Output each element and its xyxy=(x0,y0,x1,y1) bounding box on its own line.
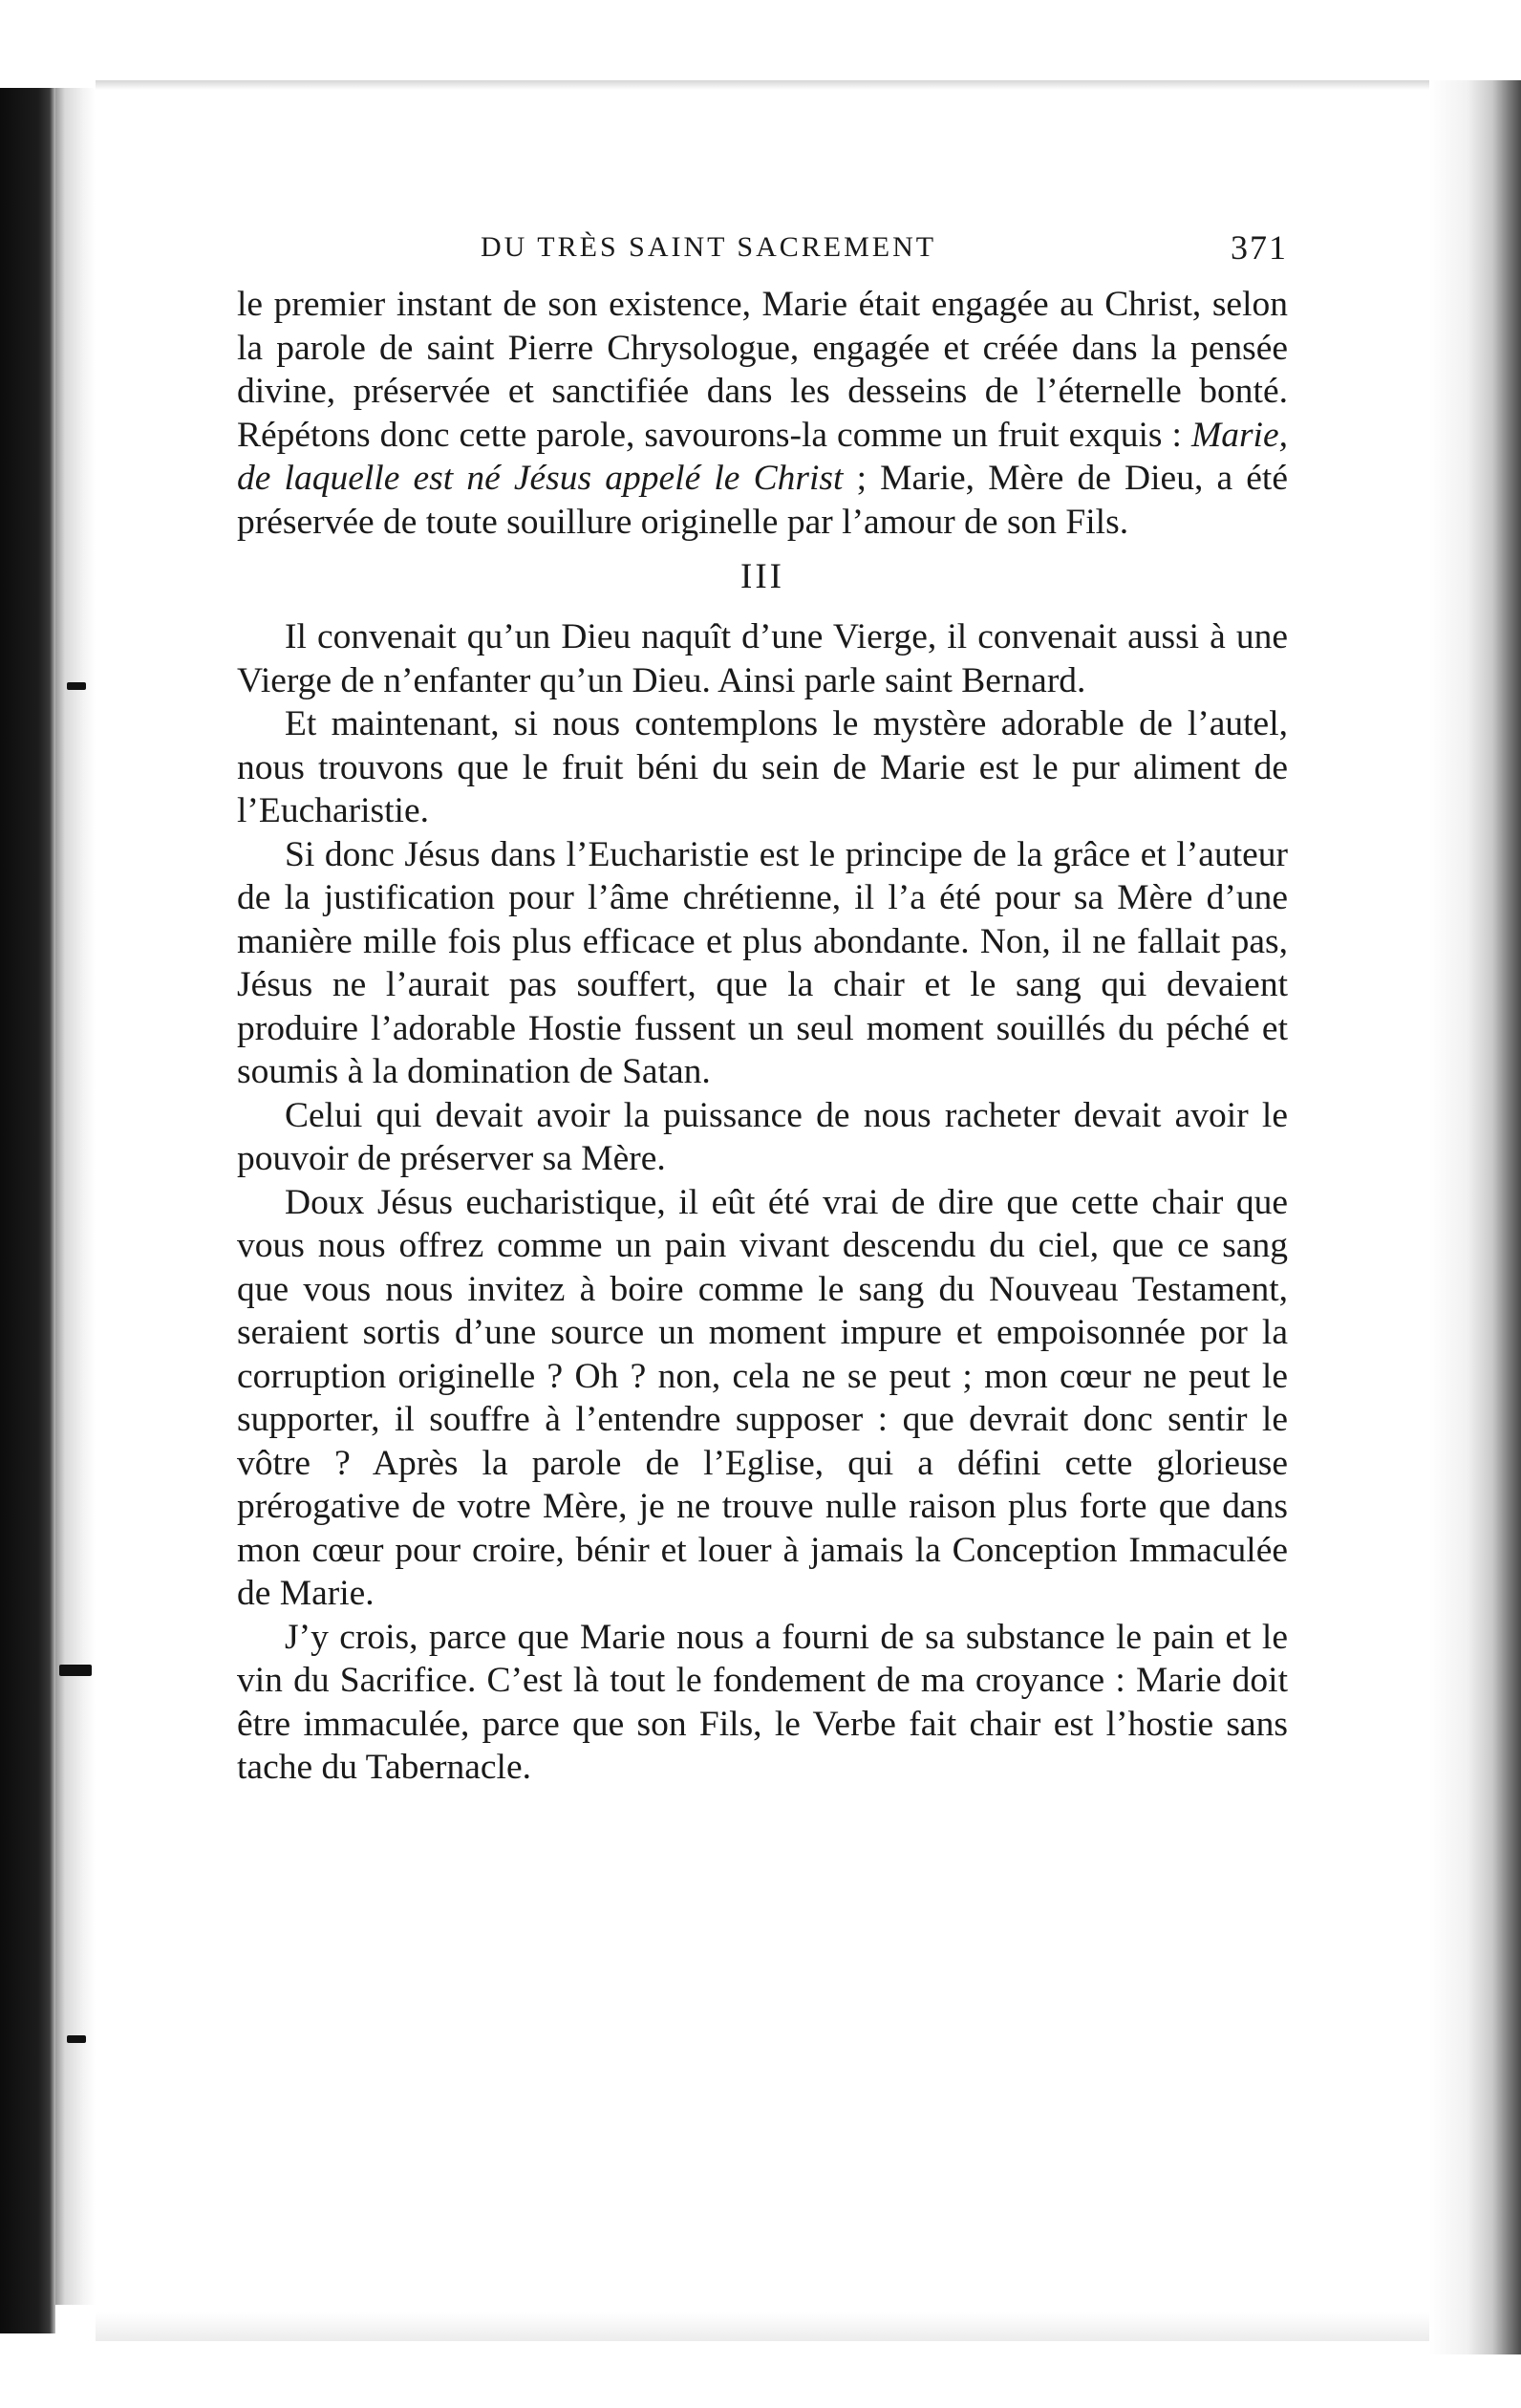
paragraph: Si donc Jésus dans l’Eucharistie est le principe de la grâce et l’auteur de la justification pour l’âme chrétienne, il l’a été pour sa Mère d’une manière mille fois plus efficace et plus abondante. Non, il ne fallait pas, Jésus ne l’aurait pas souffert, que la chair et le sang qui devaient produire l’adorable Hostie fussent un seul moment souillés du péché et soumis à la domination de Satan. xyxy=(237,834,1288,1091)
binding-stitch xyxy=(59,1665,92,1676)
paragraph: Il convenait qu’un Dieu naquît d’une Vierge, il convenait aussi à une Vierge de n’enfanter qu’un Dieu. Ainsi parle saint Bernard. xyxy=(237,617,1288,700)
section-heading: III xyxy=(740,557,784,596)
paragraph: J’y crois, parce que Marie nous a fourni de sa substance le pain et le vin du Sacrifice. C’est là tout le fondement de ma croyance : Marie doit être immaculée, parce que son Fils, le Verbe fait chair est l’hostie sans tache du Tabernacle. xyxy=(237,1617,1288,1787)
book-spine xyxy=(0,88,55,2333)
italic-quotation: Marie, de laquelle est né Jésus appelé le Christ xyxy=(237,415,1288,498)
binding-stitch xyxy=(67,2035,86,2043)
page-top-edge xyxy=(96,80,1429,90)
paragraph xyxy=(237,283,1288,544)
page-content xyxy=(237,216,1288,1790)
page-body xyxy=(237,283,1288,1790)
binding-stitch xyxy=(67,682,86,690)
page-number: 371 xyxy=(1231,228,1288,267)
page-right-edge xyxy=(1429,80,1521,2354)
page-bottom-edge xyxy=(96,2312,1429,2341)
paragraph: Et maintenant, si nous contemplons le mystère adorable de l’autel, nous trouvons que le fruit béni du sein de Marie est le pur aliment de l’Eucharistie. xyxy=(237,704,1288,830)
paragraph-text: ; Marie, Mère de Dieu, a été préservée de toute souillure originelle par l’amour de son Fils. xyxy=(237,459,1288,542)
running-header xyxy=(237,216,1288,283)
paragraph: Celui qui devait avoir la puissance de nous racheter devait avoir le pouvoir de préserver sa Mère. xyxy=(237,1095,1288,1178)
spine-shadow xyxy=(55,88,96,2305)
running-title: DU TRÈS SAINT SACREMENT xyxy=(481,231,937,263)
paragraph-text: le premier instant de son existence, Marie était engagée au Christ, selon la parole de saint Pierre Chrysologue, engagée et créée dans la pensée divine, préservée et sanctifiée dans les desseins de l’éternelle bonté. Répétons donc cette parole, savourons-la comme un fruit exquis : xyxy=(237,285,1288,455)
paragraph: Doux Jésus eucharistique, il eût été vrai de dire que cette chair que vous nous offrez comme un pain vivant descendu du ciel, que ce sang que vous nous invitez à boire comme le sang du Nouveau Testament, seraient sortis d’une source un moment impure et empoisonnée por la corruption originelle ? Oh ? non, cela ne se peut ; mon cœur ne peut le supporter, il souffre à l’entendre supposer : que devrait donc sentir le vôtre ? Après la parole de l’Eglise, qui a défini cette glorieuse prérogative de votre Mère, je ne trouve nulle raison plus forte que dans mon cœur pour croire, bénir et louer à jamais la Conception Immaculée de Marie. xyxy=(237,1182,1288,1613)
